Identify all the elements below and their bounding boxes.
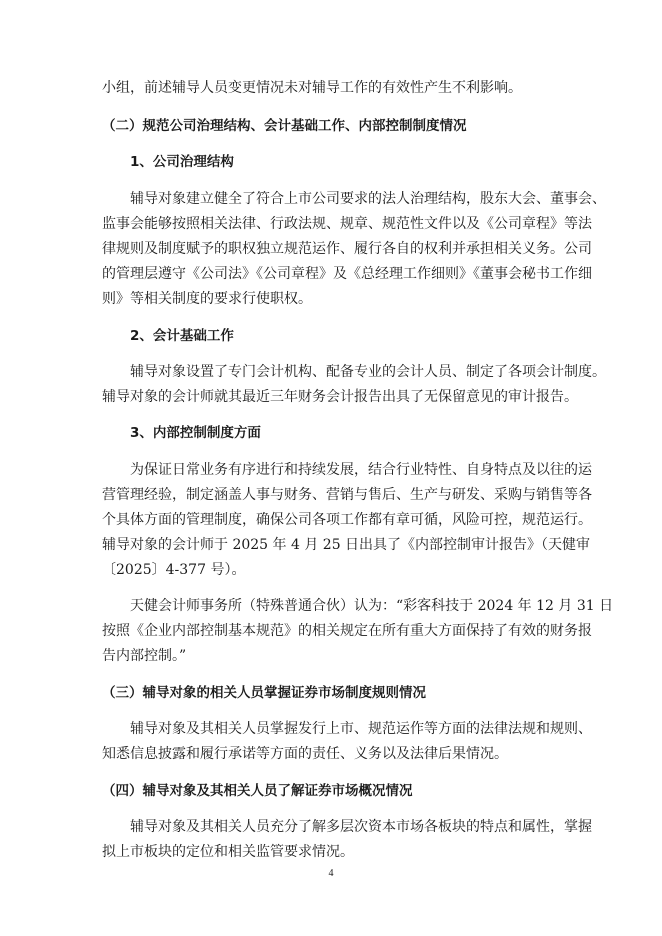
paragraph-line: 辅导对象设置了专门会计机构、配备专业的会计人员、制定了各项会计制度。 [130, 364, 606, 380]
paragraph-line: 辅导对象及其相关人员充分了解多层次资本市场各板块的特点和属性，掌握 [130, 819, 592, 835]
paragraph-line: 辅导对象的会计师就其最近三年财务会计报告出具了无保留意见的审计报告。 [102, 389, 578, 405]
page-number: 4 [328, 868, 334, 879]
paragraph-line: 律规则及制度赋予的职权独立规范运作、履行各自的权利并承担相关义务。公司 [102, 241, 592, 257]
paragraph-line: 拟上市板块的定位和相关监管要求情况。 [102, 844, 354, 860]
paragraph-line: 辅导对象的会计师于 2025 年 4 月 25 日出具了《内部控制审计报告》（天健审 [102, 537, 591, 553]
subsection-heading-2: 2、会计基础工作 [130, 328, 234, 344]
paragraph-line: 为保证日常业务有序进行和持续发展，结合行业特性、自身特点及以往的运 [130, 462, 592, 478]
paragraph-line: 的管理层遵守《公司法》《公司章程》及《总经理工作细则》《董事会秘书工作细 [102, 266, 592, 282]
section-heading-3: （三）辅导对象的相关人员掌握证券市场制度规则情况 [102, 685, 426, 701]
subsection-heading-3: 3、内部控制制度方面 [130, 425, 261, 441]
paragraph-line: 辅导对象及其相关人员掌握发行上市、规范运作等方面的法律法规和规则、 [130, 721, 592, 737]
paragraph-line: 小组，前述辅导人员变更情况未对辅导工作的有效性产生不利影响。 [102, 80, 522, 96]
paragraph-line: 天健会计师事务所（特殊普通合伙）认为：“彩客科技于 2024 年 12 月 31 日 [130, 598, 614, 614]
section-heading-2: （二）规范公司治理结构、会计基础工作、内部控制制度情况 [102, 118, 467, 134]
paragraph-line: 则》等相关制度的要求行使职权。 [102, 291, 312, 307]
paragraph-line: 〔2025〕4-377 号）。 [102, 562, 246, 578]
paragraph-line: 辅导对象建立健全了符合上市公司要求的法人治理结构，股东大会、董事会、 [130, 191, 606, 207]
paragraph-line: 按照《企业内部控制基本规范》的相关规定在所有重大方面保持了有效的财务报 [102, 623, 592, 639]
paragraph-line: 监事会能够按照相关法律、行政法规、规章、规范性文件以及《公司章程》等法 [102, 216, 592, 232]
paragraph-line: 告内部控制。” [102, 648, 187, 664]
subsection-heading-1: 1、公司治理结构 [130, 154, 234, 170]
paragraph-line: 知悉信息披露和履行承诺等方面的责任、义务以及法律后果情况。 [102, 746, 508, 762]
paragraph-line: 个具体方面的管理制度，确保公司各项工作都有章可循，风险可控，规范运行。 [102, 512, 592, 528]
section-heading-4: （四）辅导对象及其相关人员了解证券市场概况情况 [102, 783, 413, 799]
paragraph-line: 营管理经验，制定涵盖人事与财务、营销与售后、生产与研发、采购与销售等各 [102, 487, 592, 503]
